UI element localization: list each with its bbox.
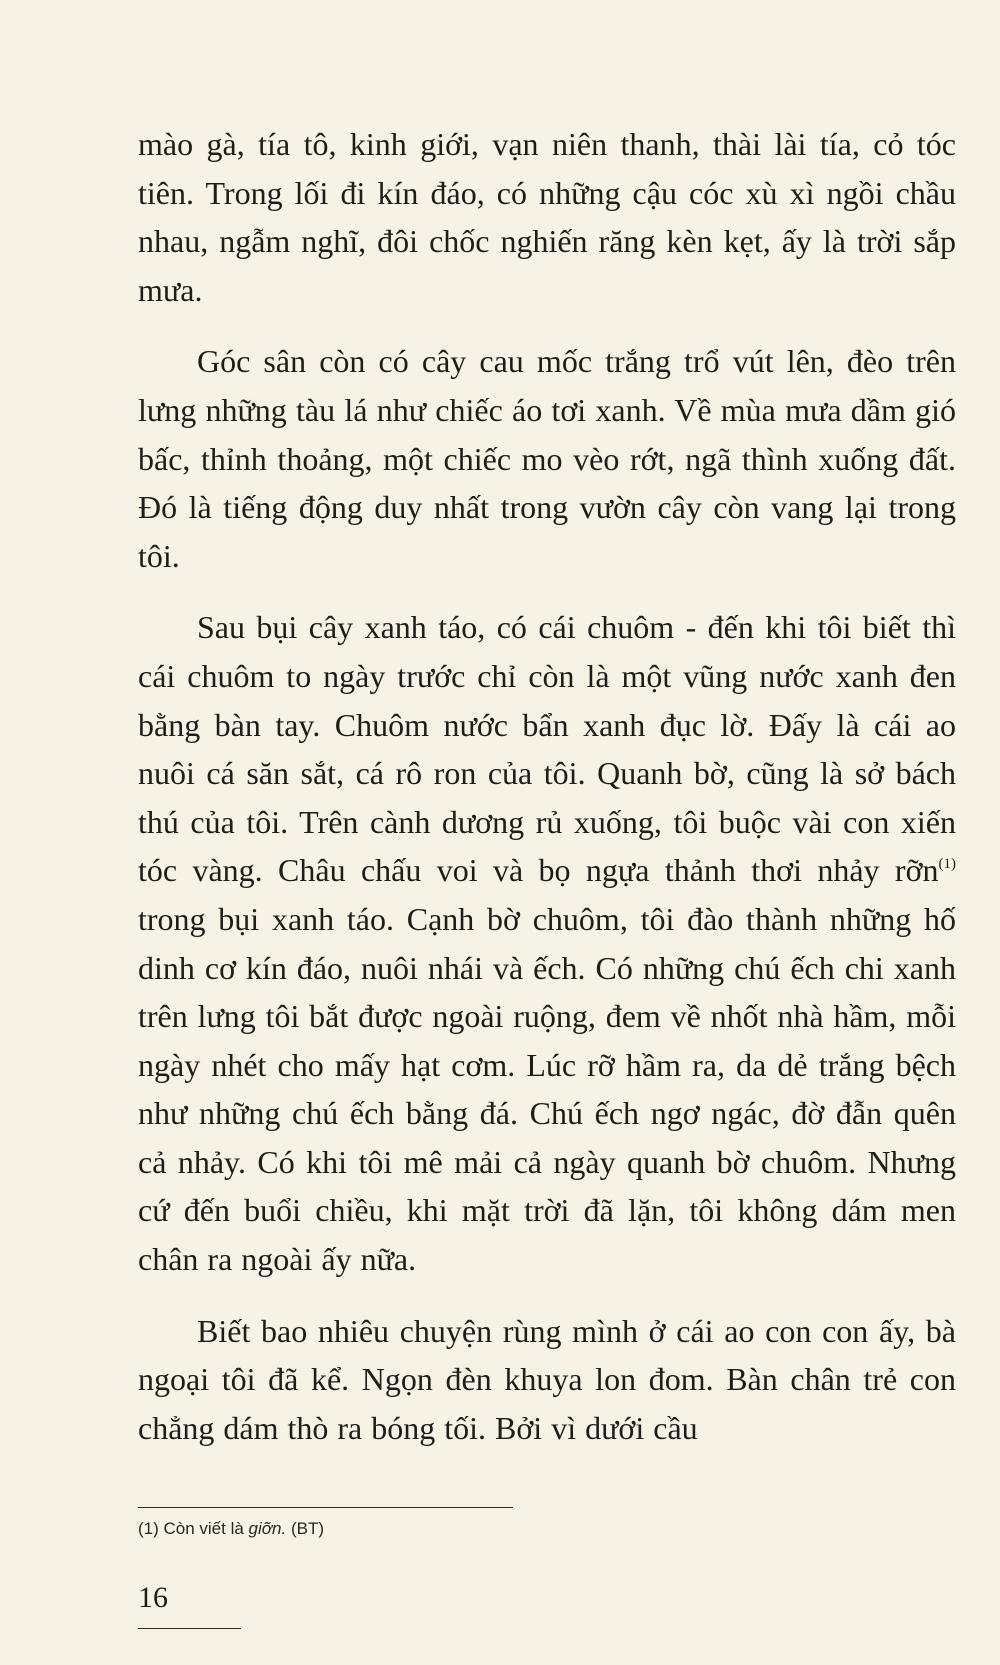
paragraph-1: mào gà, tía tô, kinh giới, vạn niên thanh, thài lài tía, cỏ tóc tiên. Trong lối đi kín đáo, có những cậu cóc xù xì ngồi chầu nhau, ngẫm nghĩ, đôi chốc nghiến răng kèn kẹt, ấy là trời sắp mưa. — [138, 126, 956, 308]
footnote-suffix: (BT) — [286, 1519, 325, 1538]
footnote-marker: (1) — [938, 855, 956, 872]
body-text — [138, 120, 956, 1452]
footnote — [138, 1517, 324, 1541]
page-number: 16 — [138, 1581, 168, 1614]
footnote-divider — [138, 1507, 513, 1508]
paragraph-2: Góc sân còn có cây cau mốc trắng trổ vút lên, đèo trên lưng những tàu lá như chiếc áo tơi xanh. Về mùa mưa dầm gió bấc, thỉnh thoảng, một chiếc mo vèo rớt, ngã thình xuống đất. Đó là tiếng động duy nhất trong vườn cây còn vang lại trong tôi. — [138, 343, 956, 574]
paragraph-3-text-before-note: Sau bụi cây xanh táo, có cái chuôm - đến khi tôi biết thì cái chuôm to ngày trước chỉ còn là một vũng nước xanh đen bằng bàn tay. Chuôm nước bẩn xanh đục lờ. Đấy là cái ao nuôi cá săn sắt, cá rô ron của tôi. Quanh bờ, cũng là sở bách thú của tôi. Trên cành dương rủ xuống, tôi buộc vài con xiến tóc vàng. Châu chấu voi và bọ ngựa thảnh thơi nhảy rỡn — [138, 609, 956, 889]
paragraph-4: Biết bao nhiêu chuyện rùng mình ở cái ao con con ấy, bà ngoại tôi đã kể. Ngọn đèn khuya lon đom. Bàn chân trẻ con chẳng dám thò ra bóng tối. Bởi vì dưới cầu — [138, 1312, 956, 1446]
page-number-underline — [138, 1628, 241, 1629]
footnote-term: giỡn. — [248, 1519, 287, 1538]
paragraph-3 — [138, 603, 956, 1283]
footnote-prefix: (1) Còn viết là — [138, 1519, 249, 1538]
paragraph-3-text-after-note: trong bụi xanh táo. Cạnh bờ chuôm, tôi đào thành những hố dinh cơ kín đáo, nuôi nhái và ếch. Có những chú ếch chi xanh trên lưng tôi bắt được ngoài ruộng, đem về nhốt nhà hầm, mỗi ngày nhét cho mấy hạt cơm. Lúc rỡ hầm ra, da dẻ trắng bệch như những chú ếch bằng đá. Chú ếch ngơ ngác, đờ đẫn quên cả nhảy. Có khi tôi mê mải cả ngày quanh bờ chuôm. Nhưng cứ đến buổi chiều, khi mặt trời đã lặn, tôi không dám men chân ra ngoài ấy nữa. — [138, 900, 956, 1278]
